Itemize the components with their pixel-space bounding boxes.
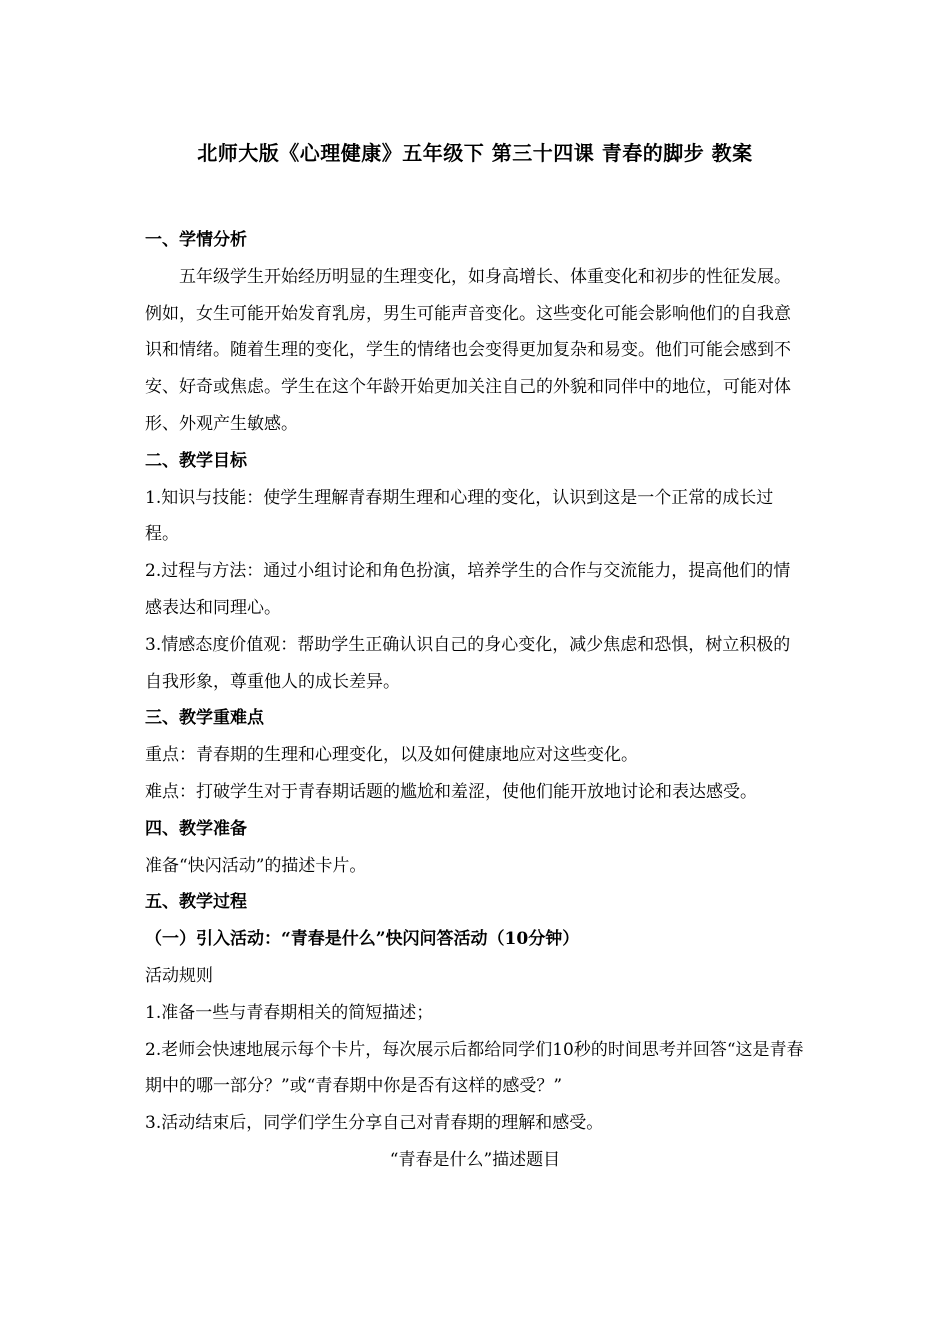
- difficult-point-text: 难点：打破学生对于青春期话题的尴尬和羞涩，使他们能开放地讨论和表达感受。: [145, 781, 757, 802]
- objective-item: 2.过程与方法：通过小组讨论和角色扮演，培养学生的合作与交流能力，提高他们的情感表达和同理心。: [145, 561, 791, 618]
- activity-title: （一）引入活动：“青春是什么”快闪问答活动（10分钟）: [145, 929, 580, 950]
- analysis-paragraph: 五年级学生开始经历明显的生理变化，如身高增长、体重变化和初步的性征发展。例如，女生可能开始发育乳房，男生可能声音变化。这些变化可能会影响他们的自我意识和情绪。随着生理的变化，学生的情绪也会变得更加复杂和易变。他们可能会感到不安、好奇或焦虑。学生在这个年龄开始更加关注自己的外貌和同伴中的地位，可能对体形、外观产生敏感。: [145, 266, 791, 434]
- section-heading-analysis: 一、学情分析: [145, 230, 247, 250]
- preparation-text: 准备“快闪活动”的描述卡片。: [145, 855, 367, 876]
- objective-item: 3.情感态度价值观：帮助学生正确认识自己的身心变化，减少焦虑和恐惧，树立积极的自我形象，尊重他人的成长差异。: [145, 634, 791, 692]
- section-heading-preparation: 四、教学准备: [145, 818, 247, 839]
- section-heading-objectives: 二、教学目标: [145, 450, 247, 471]
- document-body: [145, 222, 805, 1179]
- document-title: 北师大版《心理健康》五年级下 第三十四课 青春的脚步 教案: [197, 141, 753, 165]
- table-caption: “青春是什么”描述题目: [389, 1149, 561, 1170]
- rules-label: 活动规则: [145, 965, 213, 986]
- key-point-text: 重点：青春期的生理和心理变化，以及如何健康地应对这些变化。: [145, 745, 638, 766]
- section-heading-key-points: 三、教学重难点: [145, 708, 264, 729]
- rule-item: 3.活动结束后，同学们学生分享自己对青春期的理解和感受。: [145, 1113, 604, 1134]
- section-heading-process: 五、教学过程: [145, 892, 247, 913]
- objective-item: 1.知识与技能：使学生理解青春期生理和心理的变化，认识到这是一个正常的成长过程。: [145, 487, 774, 545]
- rule-item: 2.老师会快速地展示每个卡片，每次展示后都给同学们10秒的时间思考并回答“这是青春期中的哪一部分？”或“青春期中你是否有这样的感受？”: [145, 1039, 804, 1097]
- rule-item: 1.准备一些与青春期相关的简短描述；: [145, 1002, 434, 1023]
